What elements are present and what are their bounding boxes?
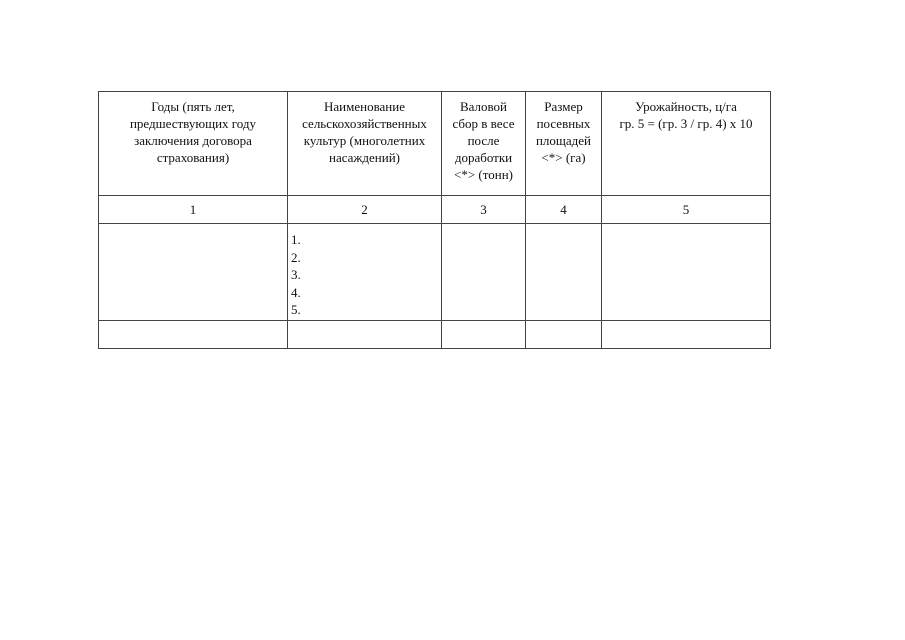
header-line: страхования) — [156, 150, 230, 165]
gross-harvest-cell — [442, 224, 526, 321]
column-number-row — [99, 196, 771, 224]
header-line: Урожайность, ц/га — [635, 99, 737, 114]
header-line: <*> (тонн) — [454, 167, 513, 182]
header-line: культур (многолетних — [303, 133, 426, 148]
empty-cell — [602, 321, 771, 349]
column-number: 3 — [442, 196, 526, 224]
crop-list-cell — [288, 224, 442, 321]
table-row — [99, 224, 771, 321]
list-item: 2. — [291, 249, 301, 265]
header-line: насаждений) — [329, 150, 400, 165]
header-line: сельскохозяйственных — [302, 116, 427, 131]
header-line: после — [467, 133, 500, 148]
header-line: Размер — [544, 99, 583, 114]
sown-area-cell — [526, 224, 602, 321]
column-number: 4 — [526, 196, 602, 224]
column-number: 2 — [288, 196, 442, 224]
empty-cell — [99, 321, 288, 349]
table-row — [99, 321, 771, 349]
header-yield — [602, 92, 771, 196]
header-line: посевных — [536, 116, 591, 131]
empty-cell — [442, 321, 526, 349]
list-item: 5. — [291, 302, 301, 317]
crop-yield-table — [98, 91, 771, 349]
header-crop-name — [288, 92, 442, 196]
years-cell — [99, 224, 288, 321]
header-sown-area — [526, 92, 602, 196]
column-number: 5 — [602, 196, 771, 224]
crop-list — [288, 224, 441, 319]
header-line: Валовой — [459, 99, 508, 114]
header-line: предшествующих году — [129, 116, 257, 131]
column-number: 1 — [99, 196, 288, 224]
empty-cell — [288, 321, 442, 349]
list-item: 4. — [291, 284, 301, 300]
header-line: заключения договора — [134, 133, 252, 148]
yield-cell — [602, 224, 771, 321]
header-line: Годы (пять лет, — [151, 99, 235, 114]
list-item: 3. — [291, 267, 301, 282]
header-years — [99, 92, 288, 196]
list-item: 1. — [291, 232, 301, 247]
header-line: гр. 5 = (гр. 3 / гр. 4) x 10 — [619, 116, 753, 131]
header-gross-harvest — [442, 92, 526, 196]
header-line: сбор в весе — [452, 116, 515, 131]
table-header-row — [99, 92, 771, 196]
header-line: Наименование — [324, 99, 405, 114]
header-line: <*> (га) — [541, 150, 586, 165]
header-line: площадей — [535, 133, 592, 148]
header-line: доработки — [454, 150, 513, 165]
empty-cell — [526, 321, 602, 349]
